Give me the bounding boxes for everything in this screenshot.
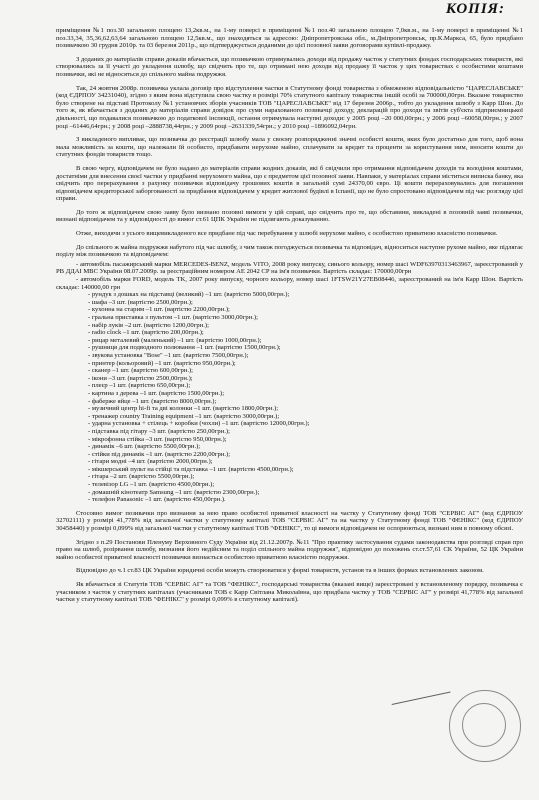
property-list: [56, 291, 523, 504]
list-item: - тренажер country Training equipment –1 шт. (вартістю 3000,00грн.);: [88, 412, 280, 420]
paragraph: Стосовно вимог позивачки про визнання за нею право особистої приватної власності на частку у Статутному фонді ТОВ "СЕРВІС АГ" (код ЄДРПОУ 32702111) у розмірі 41,778% від загальної частки у статутному капіталі ТОВ "СЕРВІС АГ" та на частку у Статутному фонді ТОВ "ФЕНІКС" (код ЄДРПОУ 30458440) у розмірі 0,099% від загальної частки у статутному капіталі ТОВ "ФЕНІКС", то ці вимоги відповідачем не оспорюються, визнані ним в повному обсязі.: [56, 509, 523, 533]
signature-mark: [387, 672, 450, 705]
list-item: - рушниця для подводного полювання –1 шт. (вартістю 1500,00грн.);: [88, 344, 281, 352]
list-item: - фаберже яйце –1 шт. (вартістю 8000,00грн.);: [88, 397, 217, 405]
paragraph: Згідно з п.29 Постанови Пленуму Верховного Суду України від 21.12.2007р. №11 "Про практику застосування судами законодавства при розгляді справ про право на шлюб, розірвання шлюбу, визнання його недійсним та поділ спільного майна подружжя", відповідно до положень ст.ст.57,61 СК України, 52 ЦК України майно особистої приватної власності позивачки визнається особистою приватною власністю подружжя.: [56, 538, 523, 561]
paragraph: До спільного ж майна подружжя набутого під час шлюбу, з чим також погоджується позивачка та відповідач, відноситься наступне рухоме майно, яке підлягає поділу між позивачкою та відповідачем:: [56, 243, 523, 259]
list-item: - гральна приставка з пультом –1 шт. (вартістю 3000,00грн.);: [88, 314, 258, 321]
list-item: - мікшерський пульт на стійці та підставка –1 шт. (вартістю 4500,00грн.);: [88, 465, 294, 473]
list-item: - рицар металевий (маленький) –1 шт. (вартістю 1000,00грн.);: [88, 336, 262, 344]
paragraph: З доданих до матеріалів справи доказів вбачається, що позивачкою отримувались доходи від продажу часток у статутних фондах господарських товариств, які створювались за її участі до укладення шлюбу, що свідчить про те, що отримані нею доходи від продажу її часток у цих товариствах є особистими коштами позивачки, які не відносяться до спільного майна подружжя.: [56, 55, 523, 78]
paragraph: Отже, виходячи з усього вищевикладеного все придбане під час перебування у шлюбі нерухоме майно, є особистою приватною власністю позивачки.: [76, 230, 498, 238]
vehicle-entry: - автомобіль пасажирський марки MERCEDES-BENZ, модель VITO, 2008 року випуску, синього кольору, номер шасі WDF63970313463967, зареєстрований у РВ ДДАІ МВС України 08.07.2009р. за реєстраційним номером АЕ 2042 СР на ім'я позивачки. Вартість складає: 170000,00грн: [56, 260, 523, 276]
list-item: - стійки під динамік –1 шт. (вартістю 2200,00грн.);: [88, 450, 231, 458]
copy-stamp: КОПІЯ:: [445, 1, 505, 17]
list-item: - рундук з дошках на підставці (великий) –1 шт. (вартістю 5000,00грн.);: [88, 291, 290, 299]
document-body: [56, 27, 523, 606]
list-item: - телевізор LG –1 шт. (вартістю 4500,00грн.);: [88, 481, 215, 489]
list-item: - плеєр –1 шт. (вартістю 650,00грн.);: [88, 382, 191, 390]
list-item: - картина з дерева –1 шт. (вартістю 1500,00грн.);: [88, 389, 225, 397]
paragraph: До того ж відповідачем свою заяву було визнано позовні вимоги у цій справі, що свідчить про те, що обставини, викладені в позовній заяві позивачки, визнані відповідачем та у відповідності до вимог ст.61 ЦПК України не підлягають доказуванню.: [56, 208, 523, 224]
court-seal-icon: [449, 690, 521, 762]
list-item: - набір луків –2 шт. (вартістю 1200,00грн.);: [88, 321, 209, 329]
list-item: - динамік –6 шт. (вартістю 5500,00грн.);: [88, 443, 201, 451]
list-item: - телефон Panasonic –1 шт. (вартістю 450,00грн.).: [88, 496, 226, 504]
list-item: - звукова установка "Bose" –1 шт. (вартістю 7500,00грн.);: [88, 351, 249, 359]
paragraph: З викладеного випливає, що позивачка до реєстрації шлюбу мала у своєму розпорядженні значні особисті кошти, яких було достатньо для того, щоб вона мала можливість за кошти, що належали їй особисто, придбавати нерухоме майно, сплачувати за кредит та проценти за користування ним, вносити кошти до статутних фондів товариств тощо.: [56, 136, 523, 159]
paragraph: В свою чергу, відповідачем не було надано до матеріалів справи жодних доказів, які б свідчили про отримання відповідачем доходів та володіння коштами, достатніми для внесення своєї частки у придбанні нерухомого майна, що є предметом цієї позовної заяви. Навпаки, у матеріалах справи міститься виписка банку, яка свідчить про перерахування з рахунку позивачки відповідачу грошових коштів в загальній сумі 24370,00 євро. Ці кошти перераховувались для погашення відповідачем кредиторської заборгованості за придбання відповідачем у кредит житлової будівлі в Іспанії, що не було спростовано відповідачем під час розгляду цієї справи.: [56, 164, 523, 203]
list-item: - принтер (кольоровий) –1 шт. (вартістю 950,00грн.);: [88, 359, 236, 367]
list-item: - шафа –3 шт. (вартістю 2500,00грн.);: [88, 298, 193, 306]
list-item: - кухонна на старим –1 шт. (вартістю 2200,00грн.);: [88, 306, 230, 314]
list-item: - ікони –3 шт. (вартістю 2500,00грн.);: [88, 374, 193, 382]
list-item: - radio clock –1 шт. (вартістю 200,00грн.);: [88, 329, 204, 337]
list-item: - домашній кінотеатр Samsung –1 шт. (вартістю 2300,00грн.);: [88, 488, 260, 496]
paragraph: Як вбачається зі Статутів ТОВ "СЕРВІС АГ" та ТОВ "ФЕНІКС", господарські товариства (вказані вище) зареєстровані у встановленому порядку, позивачка є учасником з часток у статутних капіталах (учасниками ТОВ є Карр Світлана Миколаївна, що придбала частку у ТОВ "СЕРВІС АГ" у розмірі 41,778% від загальної частки у статутному капіталі ТОВ "ФЕНІКС" у розмірі 0,099% в статутному капіталі).: [56, 581, 523, 604]
list-item: - підставка під гітару –3 шт. (вартістю 250,00грн.);: [88, 427, 230, 435]
list-item: - музичний центр hi-fi та дві колонки –1 шт. (вартістю 1800,00грн.);: [88, 405, 279, 413]
list-item: - ударна установка + стілець + коробки (чохли) –1 шт. (вартістю 12000,00грн.);: [88, 420, 310, 428]
paragraph: Так, 24 жовтня 2008р. позивачка уклала договір про відступлення частки в Статутному фонді товариства з обмеженою відповідальністю "ЦАРЕСЛАВСЬКЕ" (код ЄДРПОУ 34231040), згідно з яким вона відступила свою частку в розмірі 70% статутного капіталу товариства іншій особі за 700000,00грн. Вказане товариство було створене на підставі Протоколу №1 установчих зборів учасників ТОВ "ЦАРЕСЛАВСЬКЕ" від 17 березня 2006р., тобто до укладення шлюбу з Карр Шон. До того ж, як вбачається з доданих до матеріалів справи довідок про суми нарахованого позивачці доходу, декларацій про доходи та звітів суб'єкта підприємницької діяльності, що подавалися позивачкою до податкової інспекції, остання отримувала наступні доходи: у 2005 році –20 000,00грн.; у 2006 році –60058,00грн.; у 2007 році –61446,64грн.; у 2008 році –2888738,44грн.; у 2009 році –2631339,54грн.; у 2010 році –1896092,04грн.: [56, 84, 523, 130]
vehicle-entry: - автомобіль марки FORD, модель TK, 2007 року випуску, чорного кольору, номер шасі 1FTSW21Y27EB08446, зареєстрований на ім'я Карр Шон. Вартість складає: 140000,00 грн: [56, 276, 523, 291]
list-item: - сканер –1 шт. (вартістю 600,00грн.);: [88, 367, 193, 375]
list-item: - мікрофонна стійка –3 шт. (вартістю 950,00грн.);: [88, 435, 227, 443]
list-item: - гітара –2 шт. (вартістю 5500,00грн.);: [88, 473, 195, 481]
paragraph: Відповідно до ч.1 ст.83 ЦК України юридичні особи можуть створюватися у формі товариств, установ та в інших формах встановлених законом.: [76, 567, 484, 575]
list-item: - гітари модні –4 шт. (вартістю 2000,00грн.);: [88, 458, 213, 466]
paragraph: приміщення №1 поз.30 загальною площею 13,2кв.м., на 1-му поверсі в приміщенні №1 поз.40 загальною площею 7,0кв.м., на 1-му поверсі в приміщенні №1 поз.33,34, 35,36,62,63,64 загальною площею 12,5кв.м., що знаходяться за адресою: Дніпропетровська обл., м.Дніпропетровськ, пр.К.Маркса, 65, було придбано позивачкою 30 грудня 2010р. та 03 березня 2011р., що підтверджується доданими до цієї позовної заяви договорами купівлі-продажу.: [56, 27, 523, 50]
